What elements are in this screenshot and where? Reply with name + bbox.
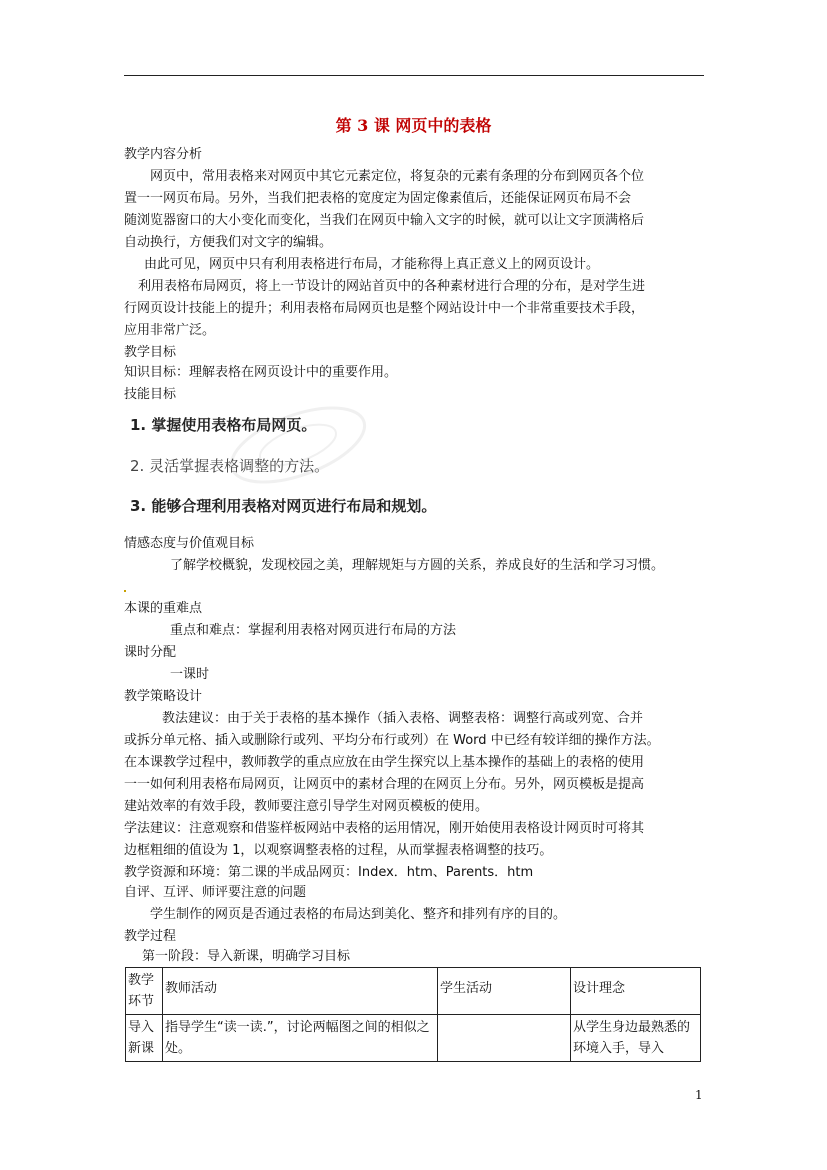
watermark-logo [218, 400, 378, 490]
heading-evaluation: 自评、互评、师评要注意的问题 [124, 885, 307, 900]
key-points-text: 重点和难点：掌握利用表格对网页进行布局的方法 [170, 623, 457, 638]
skill-goal-item: 2. 灵活掌握表格调整的方法。 [130, 457, 330, 475]
skill-goal-item: 3. 能够合理利用表格对网页进行布局和规划。 [130, 497, 437, 515]
paragraph-line: 教法建议：由于关于表格的基本操作（插入表格、调整表格：调整行高或列宽、合并 [162, 711, 644, 726]
heading-content-analysis: 教学内容分析 [124, 147, 203, 162]
paragraph-line: 自动换行，方便我们对文字的编辑。 [124, 235, 333, 250]
header-cell-teacher: 教师活动 [163, 968, 438, 1015]
paragraph-line: 应用非常广泛。 [124, 323, 216, 338]
cell-stage: 导入新课 [126, 1015, 163, 1062]
heading-time-allocation: 课时分配 [124, 645, 177, 660]
heading-key-points: 本课的重难点 [124, 601, 203, 616]
paragraph-line: 由此可见，网页中只有利用表格进行布局，才能称得上真正意义上的网页设计。 [144, 257, 600, 272]
paragraph-line: 行网页设计技能上的提升；利用表格布局网页也是整个网站设计中一个非常重要技术手段， [124, 301, 645, 316]
heading-teaching-goals: 教学目标 [124, 345, 177, 360]
paragraph-line: 网页中，常用表格来对网页中其它元素定位，将复杂的元素有条理的分布到网页各个位 [150, 169, 645, 184]
cell-teacher-activity: 指导学生“读一读.”，讨论两幅图之间的相似之处。 [163, 1015, 438, 1062]
paragraph-line: 或拆分单元格、插入或删除行或列、平均分布行或列）在 Word 中已经有较详细的操作方法。 [124, 733, 660, 748]
resources-line: 教学资源和环境：第二课的半成品网页：Index．htm、Parents．htm [124, 865, 534, 880]
paragraph-line: 一一如何利用表格布局网页，让网页中的素材合理的在网页上分布。另外，网页模板是提高 [124, 777, 645, 792]
header-cell-idea: 设计理念 [571, 968, 701, 1015]
header-cell-stage: 教学环节 [126, 968, 163, 1015]
header-rule [124, 75, 704, 76]
heading-attitude-goals: 情感态度与价值观目标 [124, 536, 255, 551]
phase-one-heading: 第一阶段：导入新课，明确学习目标 [142, 949, 351, 964]
time-allocation-text: 一课时 [170, 667, 210, 682]
paragraph-line: 建站效率的有效手段，教师要注意引导学生对网页模板的使用。 [124, 799, 489, 814]
evaluation-text: 学生制作的网页是否通过表格的布局达到美化、整齐和排列有序的目的。 [150, 907, 567, 922]
page-number: 1 [695, 1088, 703, 1102]
cell-student-activity [438, 1015, 571, 1062]
process-table [125, 967, 701, 1062]
heading-skill-goals: 技能目标 [124, 387, 177, 402]
paragraph-line: 在本课教学过程中，教师教学的重点应放在由学生探究以上基本操作的基础上的表格的使用 [124, 755, 645, 770]
skill-goal-item: 1. 掌握使用表格布局网页。 [130, 416, 317, 434]
paragraph-line: 学法建议：注意观察和借鉴样板网站中表格的运用情况，刚开始使用表格设计网页时可将其 [124, 821, 645, 836]
lesson-title: 第 3 课 网页中的表格 [335, 116, 492, 135]
paragraph-line: 边框粗细的值设为 1，以观察调整表格的过程，从而掌握表格调整的技巧。 [124, 843, 553, 858]
attitude-goal: 了解学校概貌，发现校园之美，理解规矩与方圆的关系，养成良好的生活和学习习惯。 [170, 558, 665, 573]
knowledge-goal: 知识目标：理解表格在网页设计中的重要作用。 [124, 365, 398, 380]
heading-process: 教学过程 [124, 929, 177, 944]
cell-design-idea: 从学生身边最熟悉的环境入手，导入 [571, 1015, 701, 1062]
paragraph-line: 利用表格布局网页，将上一节设计的网站首页中的各种素材进行合理的分布，是对学生进 [138, 279, 646, 294]
paragraph-line: 随浏览器窗口的大小变化而变化，当我们在网页中输入文字的时候，就可以让文字顶满格后 [124, 213, 645, 228]
paragraph-line: 置一一网页布局。另外，当我们把表格的宽度定为固定像素值后，还能保证网页布局不会 [124, 191, 632, 206]
stray-mark [124, 590, 126, 592]
table-header-row [126, 968, 701, 1015]
header-cell-student: 学生活动 [438, 968, 571, 1015]
heading-strategy: 教学策略设计 [124, 689, 203, 704]
table-row [126, 1015, 701, 1062]
